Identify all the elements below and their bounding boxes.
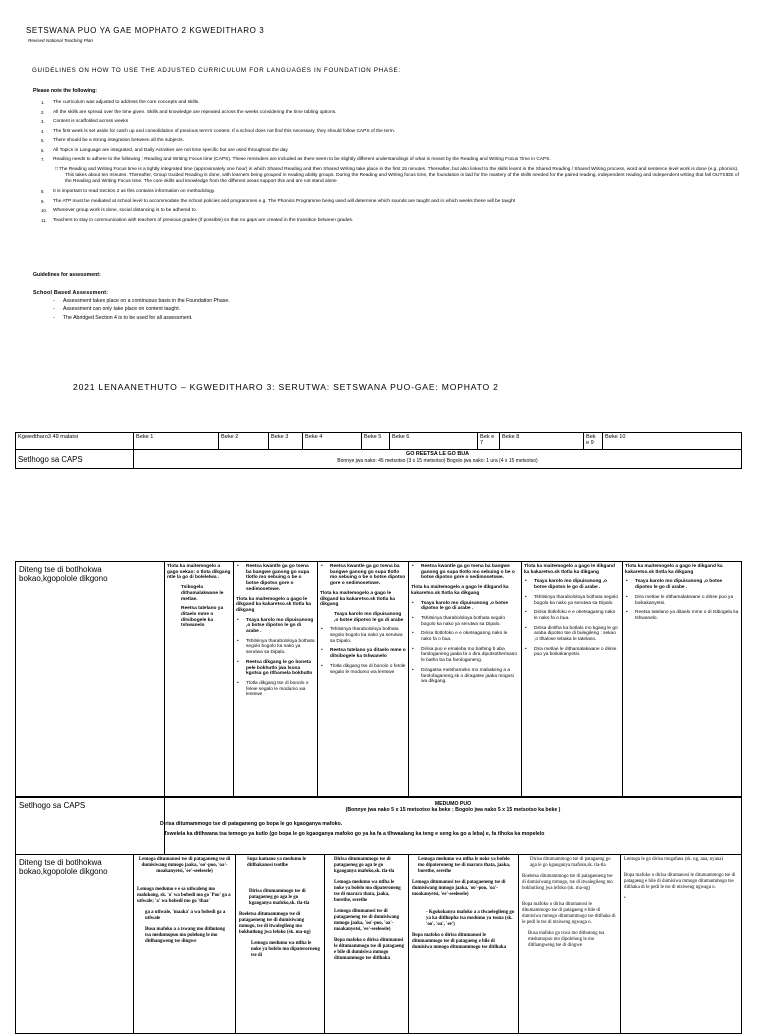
phonics-topic-table xyxy=(15,797,742,855)
content-label: Diteng tse di botlhokwa bokao,kgopolole dikgono xyxy=(16,855,134,1034)
week-header: Beke 8 xyxy=(500,433,584,450)
list-item: 2. All the skills are spread over the time given. Skills and knowledge are repeated across the weeks considering the time tabling options. xyxy=(41,109,337,115)
content-label: Diteng tse di botlhokwa bokao,kgopolole dikgono xyxy=(16,562,165,797)
week-content-cell: • Reetsa kwantle ga go tsena ba bangwe ganong go supa tlotlo mo sebuing o be o botse dipotso gore o sedimosetswe. Tlota ka maitemogelo a gago le dikgand ka kakaretso.sk tlotla ka dikgang • Tsaya karolo mo dipuisanong ,o botse dipotso le go di arabe . • Tshitsinya tharabololoya bothata segolo bogolo ka nako ya serutwa sa Dipalo. • Reetsa dikgang le go boneta pele bokhutlo jwa lsona kgotsa go itlhamela bokhutlo • Tlotla dikgang tse di bonolo o feleie segalo le modumo wa lentswe xyxy=(234,562,318,797)
document-subtitle: Revised National Teaching Plan xyxy=(28,38,93,43)
list-item: - Assessment can only take place on content taught. xyxy=(53,305,230,313)
week-header: Beke 1 xyxy=(134,433,219,450)
sba-list xyxy=(53,297,230,322)
topic-instruction: Dirisa ditumammogo tse di pataganeng go bopa le go kgaoganya mafoko. xyxy=(160,821,343,827)
list-item: 1. The curriculum was adjusted to address the core concepts and skills. xyxy=(41,100,200,105)
caps-topic-label: Setlhogo sa CAPS xyxy=(16,450,134,469)
notes-list xyxy=(31,100,743,227)
list-item: 11. Teachers to stay in communication with teachers of previous grades (if possible) so that no gaps are created in the transition between grades. xyxy=(41,217,354,223)
listening-speaking-content-table xyxy=(15,561,742,797)
list-item: 4. The first week is set aside for catch up and consolidation of previous term's content. If a school does not find this necessary, they should follow CAPS of the term. xyxy=(41,128,396,134)
week-header: Beke 6 xyxy=(390,433,478,450)
document-title: SETSWANA PUO YA GAE MOPHATO 2 KGWEDITHARO 3 xyxy=(26,26,265,35)
list-item: 9. The ATP must be mediated at school level to accommodate the school policies and programmes e.g. The Phonics Programme being used will determine which sounds are taught and in which weeks these will be taught xyxy=(41,198,516,204)
weeks-table xyxy=(15,432,742,469)
week-content-cell: Lemoga le go dirisa mogafana (sk. ng, ana, nyana) Bopa mafoko o dirisa ditumanosi le ditumammogo tse di patagaeng e bile di dumisiwa mmogo ditumammogo tse ditlhaka di le pedi le tse di ntsiweng ngwaga o. • xyxy=(621,855,742,1034)
guidelines-assessment-label: Guidelines for assessment: xyxy=(33,272,101,278)
caps-topic-label: Setlhogo sa CAPS xyxy=(16,798,165,855)
list-item: - The Abridged Section 4 is to be used for all assessment. xyxy=(53,314,230,322)
week-content-cell: Tlota ka maitemogelo a gago le dikgand ka kakaretso.sk tlotla ka dikgang • Tsaya karolo mo dipuisanong ,o botse dipotso le go di arabe . • Dira metlae le dithamalakwane o dirise puo ya boikakanyetsi. • Reetsa tatelano ya ditaelo mme o di tsibogela ka tshwanelo. xyxy=(623,562,742,797)
week-header: Beke 5 xyxy=(362,433,390,450)
list-item: 5. There should be a strong integration between all the subjects. xyxy=(41,138,184,143)
list-item: - Assessment takes place on a continuous basis in the Foundation Phase. xyxy=(53,297,230,305)
please-note-label: Please note the following: xyxy=(33,88,97,94)
sba-heading: School Based Assessment: xyxy=(33,290,109,296)
time-allocation: (Bonnye jwa nako 5 x 15 metsotso ka beke ; Bogolo jwa nako 5 x 15 metsotso ka beke ) xyxy=(345,807,561,813)
week-content-cell: Tlota ka maitemogelo a gago le dikgand ka kakaretso.sk tlotla ka dikgang • Tsaya karolo mo dipuisanong ,o botse dipotso le go di arabe . • Tshitsinya tharabololoya bothata segolo bogolo ka nako ya serutwa sa Dipalo • Dirisa tlotlofoko e e oketsaganng nako le nako fa o bua. • Dirisa dintlha ka botlalo mo kgang le go araba dipotso tse di bulegileng : sekao ,o tlhalose tebaka le tatelano. • Dira metlae le dithamalakwane o dirise puo ya boikakanyetsi. xyxy=(522,562,623,797)
week-header: Bek e 9 xyxy=(584,433,603,450)
week-content-cell: • Reetsa kwantle ga go tsena ba bangwe ganong go supa tlotlo mo sebuing o be o botse dipotso gore o sedimosetswe. Tlota ka maitemogelo a gago le dikgand ka kakaretso.sk tlotla ka dikgang Tsaya karolo mo dipuisanong ,o botse dipotso le go di arabe • Tshitsinya tharabololoya bothata segolo bogolo ka nako ya serutwa sa Dipalo. • Reetsa tatelano ya ditaelo mme o ditsibogele ka tshwanelo • Tlotla dikgang tse di bonolo o fetole segalo le modumo wa lentswe xyxy=(318,562,409,797)
week-header: Beke 10 xyxy=(603,433,742,450)
plan-heading: 2021 LENAANETHUTO – KGWEDITHARO 3: SERUTWA: SETSWANA PUO-GAE: MOPHATO 2 xyxy=(73,382,499,392)
list-item: 8. It is important to read Section 2 as this contains information on methodology. xyxy=(41,189,216,195)
week-content-cell: Lemoga ditumanosi tse di pataganeng tse di dumisiwang mmogo jaaka, 'oo'-poo, 'oa'-moakanyetsi, 'ee'-seelesele) Lemoga medumo e e sa utlwaleng mo mafokong, sk. 'o' wa bobedi mo go 'Poo' ga a utlwale; 'a' wa bobedi mo go 'thaa' ga a utlwale, 'maaka' a wa bobedi ga a utlwale Busa mafoko a a tswang mo dithutong tsa medumopuo mo polelong le mo ditlhangweng tse dingwe xyxy=(134,855,236,1034)
topic-cell xyxy=(160,798,742,855)
reading-writing-focus-paragraph: □ The Reading and Writing Focus time is a tightly integrated time (approximately one hour) in which Shared Reading and then Shared Writing take place in the first 15 minutes. Thereafter, but also linked to the skills learnt in the Shared Reading / Shared Writing process, word and sentence level work is done (e.g. phonics). This takes about ten minutes. Thereafter, Group Guided Reading is done, with learners being grouped in reading ability groups. During the Reading and Writing focus time, the foundation is laid for the mastery of the skills needed for the paired reading, independent reading and independent writing that fall OUTSIDE of the Reading and Writing Focus time. The core skills and knowledge from the different areas support this and are not stand alone xyxy=(55,166,739,184)
week-content-cell: Dirisa ditumammogo tse di patagaeng go aga le go kgaoganya mafoko,sk. tla-tla Boeletsa ditumammogo tse di patagaeneng tse di dumisiwang mmogo, tse di itwalegileng mo bokhutlong jwa lefoko (sk. ma-ng) Bopa mafoko o dirisa ditumanosi le ditumammogo tse di patagaeng e bile di dumisiwa mmogo ditumammogo tse ditlhaka di le pedi le tse di ntsiweng ngwaga o. Busa mafoko go tswa mo dithutong tsa medumopuo mo dipolelong le mo ditlhangweng tse di dingwe xyxy=(519,855,621,1034)
topic-instruction: Tswelela ka ditlhwana tsa temogo ya kutlo (go bopa le go kgaoganya mafoko go ya ka fa a tlhwaalang ka teng e seng ka go a leba) e, fa tlhoka ka mopelelo xyxy=(164,831,545,837)
week-content-cell: Supa kamano ya medumo le ditlhakanosi tsotlhe Dirisa ditumammogo tse di patagaeneg go aga le go kgaoganya mafoko,sk. tla-tla Boeletsa ditumammogo tse di patagaeneng tse di dumisiwang mmogo, tse di itwalegileng mo bokhutlong jwa lefoko (sk. ma-ng) Lemoga medumo wa ntlha le noke ya bofelo mo dipaterorneng tse di xyxy=(236,855,325,1034)
week-header: Beke 2 xyxy=(219,433,269,450)
week-header: Beke 4 xyxy=(303,433,362,450)
guidelines-heading: GUIDELINES ON HOW TO USE THE ADJUSTED CURRICULUM FOR LANGUAGES IN FOUNDATION PHASE: xyxy=(32,67,401,74)
time-allocation: Bonnye jwa nako: 45 metsotso (3 x 15 metsotso) Bogolo jwa nako: 1 ura (4 x 15 metsotso) xyxy=(337,458,538,464)
week-header: Bek e 7 xyxy=(478,433,500,450)
week-content-cell: Lemoga medumo wa ntlha le noke ya bofelo mo dipateroneng tse di marara thata, jaaka, borethe, serethe Lemoga ditumanosi tse di patagaeneng tse di dumisiwang mmogo jaaka, 'oo'-poo, 'oa'-moakanyetsi, 'ee'-seelesele) - Kgokokanya mafoko a a tlwaelegileng go ya ka ditlhopha tsa medumo ya tsona (sk. 'oo', 'oa', 'ee') Bopa mafoko o dirisa ditumanosi le ditumammogo tse di patagaeng e bile di dumisiwa mmogo ditumammogo tse ditlhaka xyxy=(409,855,519,1034)
list-item: 10. Whenever group work is done, social distancing is to be adhered to. xyxy=(41,208,197,214)
checkbox-glyph-icon: □ xyxy=(55,166,58,172)
week-header: Beke 3 xyxy=(269,433,303,450)
list-item: 3. Content is scaffolded across weeks xyxy=(41,119,129,124)
list-item: 7. Reading needs to adhere to the following : Reading and Writing Focus time (CAPS). These reminders are included as there seem to be slightly different understandings of what is meant by the Reading and Writing Focus Time in CAPS. xyxy=(41,157,551,162)
list-item: 6. All Topics in Language are integrated, and Daily Activities are not time specific but are used throughout the day xyxy=(41,147,288,153)
phonics-content-table xyxy=(15,854,742,1034)
topic-title: MEDUMO PUO xyxy=(434,801,472,807)
topic-cell xyxy=(134,450,742,469)
week-content-cell: Dirisa ditumammogo tse di patagaeneg go aga le go kgaoganya mafoko,sk. tla-tla Lemoga medumo wa ntlha le noke ya bofelo mo dipateroneng tse di marara thata, jaaka, borethe, serethe Lemoga ditumanosi tse di patagaeneng tse di dumisiwang mmogo jaaka, 'oo'-poo, 'oa'-moakanyetsi, 'ee'-seelesele) Bopa mafoko o dirisa ditumanosi le ditumammogo tse di patagaeng e bile di dumisiwa mmogo ditumammogo tse ditlhaka xyxy=(325,855,409,1034)
table-corner-cell: Kgwedtharo3 49 malatsi xyxy=(16,433,134,450)
topic-title: GO REETSA LE GO BUA xyxy=(406,451,469,457)
week-content-cell: Tlota ka maitemogelo a gago sekao: o tlota dikgang ntle la go di bolelelwa . Tsibogela dithamalakwane le metlae. Reetsa tatelano ya ditaelo mme o ditsibogele ka tshwanelo xyxy=(165,562,234,797)
week-content-cell: • Reetsa kwantle ga go tsena ba bangwe ganong go supa tlotlo mo sebuing o be o botse dipotso gore o sedimosetswe. Tlota ka maitemogelo a gago le dikgand ka kakaretso.sk tlotla ka dikgang • Tsaya karolo mo dipuisanong ,o botse dipotso le go di arabe . • Tshitsinya tharabololoya bothata segolo bogolo ka nako ya serutwa sa Dipalo. • Dirisa tlotlofoko e e oketsaganng nako le nako fa o bua. • Dirisa puo e emaleba mo bathing b aba farologaneng jaaka fa o dira dipotsotherisano le batho ba ba farologaneng. • Diragatsa metshameko mo mabakeng a a farolofaganeng,sk o diragatse jaaka mogosi wa dikgang. xyxy=(409,562,522,797)
